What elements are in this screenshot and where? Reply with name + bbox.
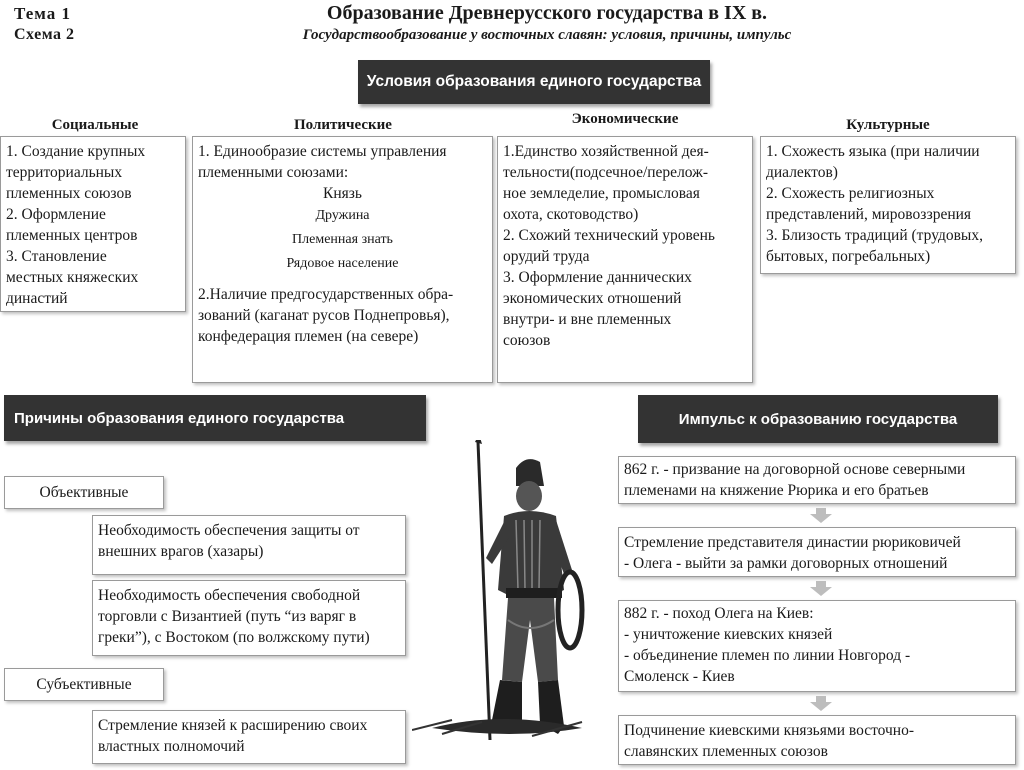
economic-line: охота, скотоводство): [503, 206, 639, 223]
impulse-step-2: [618, 527, 1016, 577]
impulse-step-1: [618, 456, 1016, 504]
cultural-line: 1. Схожесть языка (при наличии: [766, 143, 980, 160]
impulse-step-line: 882 г. - поход Олега на Киев:: [624, 605, 814, 622]
social-line: племенных центров: [6, 227, 138, 244]
economic-line: ное земледелие, промысловая: [503, 185, 700, 202]
page-subtitle: Государствообразование у восточных славян: условия, причины, импульс: [302, 27, 792, 43]
impulse-step-line: Стремление представителя династии рюриковичей: [624, 534, 961, 551]
economic-line: союзов: [503, 332, 551, 349]
cultural-line: бытовых, погребальных): [766, 248, 931, 265]
causes-title: Причины образования единого государства: [14, 409, 345, 427]
subjective-cause-line: властных полномочий: [98, 738, 245, 755]
cultural-conditions-box: [760, 136, 1016, 274]
cultural-heading: Культурные: [846, 117, 930, 133]
economic-line: внутри- и вне племенных: [503, 311, 672, 328]
impulse-step-line: Подчинение киевскими князьями восточно-: [624, 722, 915, 739]
objective-cause-line: Необходимость обеспечения свободной: [98, 587, 361, 604]
political-heading: Политические: [294, 117, 392, 133]
topic-number: Тема 1: [14, 4, 71, 23]
economic-line: тельности(подсечное/перелож-: [503, 164, 709, 181]
hierarchy-prince: Князь: [323, 185, 362, 202]
political-conditions-box: [192, 136, 493, 383]
cultural-line: 2. Схожесть религиозных: [766, 185, 935, 202]
impulse-step-line: 862 г. - призвание на договорной основе северными: [624, 461, 966, 478]
social-line: территориальных: [6, 164, 123, 181]
causes-title-bar: [4, 395, 426, 441]
flow-arrow-icon: [810, 508, 832, 523]
page-title: Образование Древнерусского государства в IX в.: [326, 2, 768, 24]
hierarchy-retinue: Дружина: [315, 208, 370, 223]
objective-cause-line: греки”), с Востоком (по волжскому пути): [98, 629, 370, 646]
economic-heading: Экономические: [571, 111, 679, 127]
political-line: конфедерация племен (на севере): [198, 328, 419, 345]
political-line: зований (каганат русов Поднепровья),: [198, 307, 450, 324]
cultural-line: 3. Близость традиций (трудовых,: [766, 227, 983, 244]
flow-arrow-icon: [810, 581, 832, 596]
subjective-label: Субъективные: [36, 676, 132, 693]
economic-line: орудий труда: [503, 248, 590, 265]
economic-line: 2. Схожий технический уровень: [503, 227, 715, 244]
social-line: 2. Оформление: [6, 206, 106, 223]
conditions-title-bar: [358, 60, 710, 104]
subjective-cause-line: Стремление князей к расширению своих: [98, 717, 368, 734]
objective-cause-2: [92, 580, 406, 656]
social-line: 3. Становление: [6, 248, 107, 265]
impulse-step-line: - объединение племен по линии Новгород -: [624, 647, 911, 664]
cultural-line: диалектов): [766, 164, 838, 181]
hierarchy-nobility: Племенная знать: [292, 232, 393, 247]
impulse-step-line: Смоленск - Киев: [624, 668, 735, 685]
impulse-step-line: славянских племенных союзов: [624, 743, 828, 760]
economic-conditions-box: [497, 136, 753, 383]
objective-label: Объективные: [39, 484, 129, 501]
objective-cause-line: внешних врагов (хазары): [98, 543, 264, 560]
impulse-step-line: племенами на княжение Рюрика и его братьев: [624, 482, 929, 499]
political-line: 1. Единообразие системы управления: [198, 143, 447, 160]
flow-arrow-icon: [810, 696, 832, 711]
economic-line: 1.Единство хозяйственной дея-: [503, 143, 709, 160]
economic-line: 3. Оформление даннических: [503, 269, 692, 286]
objective-label-box: [4, 476, 164, 509]
impulse-step-line: - уничтожение киевских князей: [624, 626, 833, 643]
conditions-title: Условия образования единого государства: [366, 73, 702, 90]
political-line: 2.Наличие предгосударственных обра-: [198, 286, 454, 303]
social-line: племенных союзов: [6, 185, 132, 202]
subjective-cause-1: [92, 710, 406, 764]
impulse-step-3: [618, 600, 1016, 692]
social-conditions-box: [0, 136, 186, 312]
social-line: местных княжеских: [6, 269, 139, 286]
objective-cause-line: Необходимость обеспечения защиты от: [98, 522, 360, 539]
scheme-number: Схема 2: [14, 26, 75, 43]
warrior-figure: [412, 440, 602, 765]
economic-line: экономических отношений: [503, 290, 682, 307]
subjective-label-box: [4, 668, 164, 701]
impulse-title-bar: [638, 395, 998, 443]
cultural-line: представлений, мировоззрения: [766, 206, 972, 223]
social-line: 1. Создание крупных: [6, 143, 146, 160]
impulse-step-4: [618, 715, 1016, 765]
impulse-step-line: - Олега - выйти за рамки договорных отношений: [624, 555, 948, 572]
objective-cause-line: торговли с Византией (путь “из варяг в: [98, 608, 357, 625]
objective-cause-1: [92, 515, 406, 575]
hierarchy-commoners: Рядовое население: [286, 256, 399, 271]
social-heading: Социальные: [51, 117, 139, 133]
social-line: династий: [6, 290, 68, 307]
impulse-title: Импульс к образованию государства: [678, 410, 958, 428]
political-line: племенными союзами:: [198, 164, 349, 181]
warrior-illustration: [412, 440, 602, 765]
